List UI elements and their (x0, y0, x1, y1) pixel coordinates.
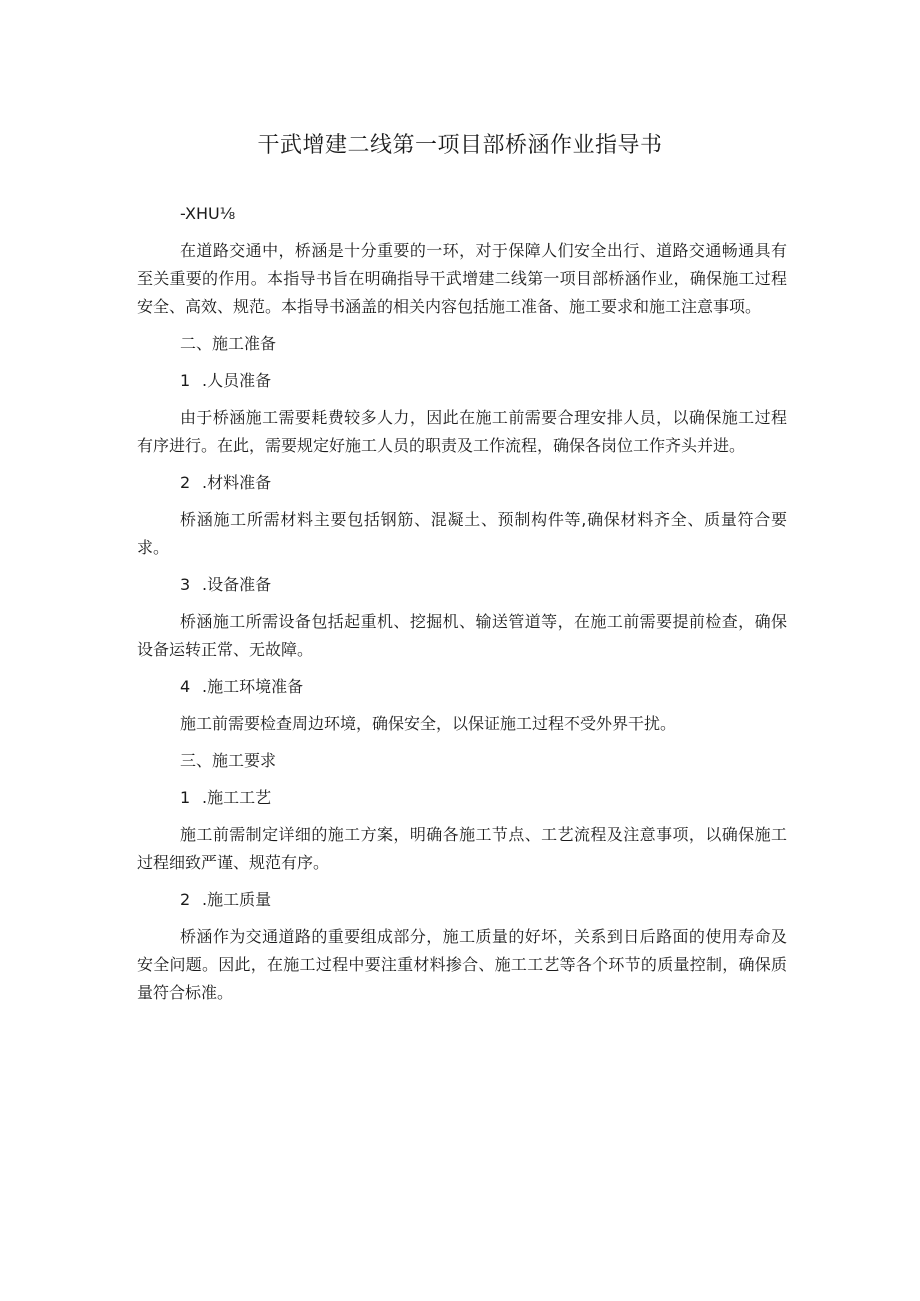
section-2-item-4-text: 施工前需要检查周边环境，确保安全，以保证施工过程不受外界干扰。 (180, 714, 677, 733)
item-number: 1 (180, 788, 191, 807)
item-heading-text: .人员准备 (202, 371, 272, 390)
section-2-title: 二、施工准备 (180, 334, 277, 353)
item-heading-text: .材料准备 (202, 473, 272, 492)
section-3-title: 三、施工要求 (180, 751, 277, 770)
section-2-item-1-heading (137, 367, 787, 395)
section-2-item-3-text: 桥涵施工所需设备包括起重机、挖掘机、输送管道等，在施工前需要提前检查，确保设备运转正常、无故障。 (137, 612, 787, 659)
item-number: 2 (180, 473, 191, 492)
section-2-item-2-heading (137, 469, 787, 497)
item-number: 1 (180, 371, 191, 390)
item-heading-text: .施工质量 (202, 890, 272, 909)
item-number: 2 (180, 890, 191, 909)
item-heading-text: .设备准备 (202, 575, 272, 594)
section-2-item-2-text: 桥涵施工所需材料主要包括钢筋、混凝土、预制构件等,确保材料齐全、质量符合要求。 (137, 510, 787, 557)
section-2-item-3-heading (137, 571, 787, 599)
section-3-item-2-heading (137, 886, 787, 914)
section-3-item-1-text: 施工前需制定详细的施工方案，明确各施工节点、工艺流程及注意事项，以确保施工过程细致严谨、规范有序。 (137, 825, 787, 872)
document-body (137, 200, 787, 1007)
item-number: 4 (180, 677, 191, 696)
section-2-item-4-heading (137, 673, 787, 701)
item-heading-text: .施工工艺 (202, 788, 272, 807)
section-3-item-2-text: 桥涵作为交通道路的重要组成部分，施工质量的好坏，关系到日后路面的使用寿命及安全问题。因此，在施工过程中要注重材料掺合、施工工艺等各个环节的质量控制，确保质量符合标准。 (137, 927, 787, 1002)
section-2-item-1-text: 由于桥涵施工需要耗费较多人力，因此在施工前需要合理安排人员，以确保施工过程有序进行。在此，需要规定好施工人员的职责及工作流程，确保各岗位工作齐头并进。 (137, 408, 787, 455)
garbled-header: -XHU⅛ (180, 204, 236, 223)
intro-paragraph: 在道路交通中，桥涵是十分重要的一环，对于保障人们安全出行、道路交通畅通具有至关重要的作用。本指导书旨在明确指导干武增建二线第一项目部桥涵作业，确保施工过程安全、高效、规范。本指导书涵盖的相关内容包括施工准备、施工要求和施工注意事项。 (137, 241, 787, 316)
section-3-item-1-heading (137, 784, 787, 812)
document-title: 干武增建二线第一项目部桥涵作业指导书 (257, 133, 663, 158)
item-heading-text: .施工环境准备 (202, 677, 304, 696)
item-number: 3 (180, 575, 191, 594)
